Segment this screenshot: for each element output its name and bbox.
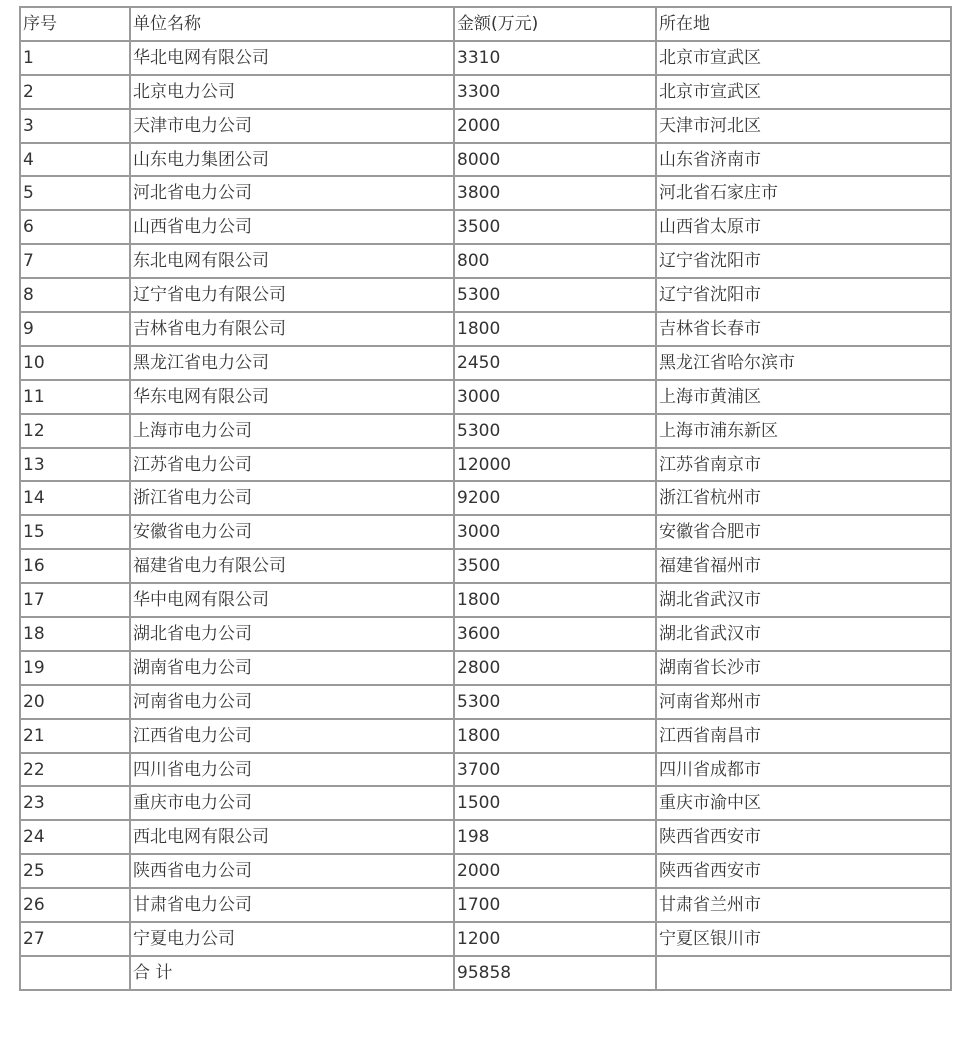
unit-name-cell: 华北电网有限公司 bbox=[130, 41, 454, 75]
index-cell: 16 bbox=[20, 549, 130, 583]
table-row bbox=[20, 481, 951, 515]
unit-name-cell: 西北电网有限公司 bbox=[130, 820, 454, 854]
amount-cell: 95858 bbox=[454, 956, 656, 990]
location-cell: 湖北省武汉市 bbox=[656, 617, 951, 651]
amount-cell: 1800 bbox=[454, 719, 656, 753]
unit-name-cell: 天津市电力公司 bbox=[130, 109, 454, 143]
unit-name-cell: 河北省电力公司 bbox=[130, 176, 454, 210]
location-cell: 天津市河北区 bbox=[656, 109, 951, 143]
table-row bbox=[20, 719, 951, 753]
location-cell: 宁夏区银川市 bbox=[656, 922, 951, 956]
index-cell: 9 bbox=[20, 312, 130, 346]
location-cell: 湖北省武汉市 bbox=[656, 583, 951, 617]
table-row bbox=[20, 448, 951, 482]
location-cell: 陕西省西安市 bbox=[656, 854, 951, 888]
index-cell: 8 bbox=[20, 278, 130, 312]
amount-cell: 1800 bbox=[454, 312, 656, 346]
location-cell: 山东省济南市 bbox=[656, 143, 951, 177]
table-row bbox=[20, 888, 951, 922]
table-row bbox=[20, 41, 951, 75]
table-row bbox=[20, 786, 951, 820]
unit-name-cell: 重庆市电力公司 bbox=[130, 786, 454, 820]
amount-cell: 3000 bbox=[454, 380, 656, 414]
location-cell: 福建省福州市 bbox=[656, 549, 951, 583]
table-row bbox=[20, 651, 951, 685]
location-cell: 山西省太原市 bbox=[656, 210, 951, 244]
amount-cell: 5300 bbox=[454, 278, 656, 312]
location-cell: 黑龙江省哈尔滨市 bbox=[656, 346, 951, 380]
table-row bbox=[20, 583, 951, 617]
index-cell: 序号 bbox=[20, 7, 130, 41]
index-cell: 12 bbox=[20, 414, 130, 448]
amount-cell: 2450 bbox=[454, 346, 656, 380]
table-row bbox=[20, 176, 951, 210]
index-cell: 18 bbox=[20, 617, 130, 651]
amount-cell: 3310 bbox=[454, 41, 656, 75]
location-cell: 辽宁省沈阳市 bbox=[656, 278, 951, 312]
table-row bbox=[20, 685, 951, 719]
table-total-row bbox=[20, 956, 951, 990]
unit-name-cell: 上海市电力公司 bbox=[130, 414, 454, 448]
table-row bbox=[20, 515, 951, 549]
location-cell: 江西省南昌市 bbox=[656, 719, 951, 753]
amount-cell: 198 bbox=[454, 820, 656, 854]
table-row bbox=[20, 109, 951, 143]
table-row bbox=[20, 210, 951, 244]
table-row bbox=[20, 312, 951, 346]
amount-cell: 5300 bbox=[454, 685, 656, 719]
index-cell: 20 bbox=[20, 685, 130, 719]
index-cell: 6 bbox=[20, 210, 130, 244]
amount-cell: 3300 bbox=[454, 75, 656, 109]
unit-name-cell: 宁夏电力公司 bbox=[130, 922, 454, 956]
unit-name-cell: 山西省电力公司 bbox=[130, 210, 454, 244]
amount-cell: 800 bbox=[454, 244, 656, 278]
unit-name-cell: 四川省电力公司 bbox=[130, 753, 454, 787]
index-cell: 13 bbox=[20, 448, 130, 482]
index-cell: 27 bbox=[20, 922, 130, 956]
amount-cell: 5300 bbox=[454, 414, 656, 448]
index-cell: 22 bbox=[20, 753, 130, 787]
table-row bbox=[20, 820, 951, 854]
index-cell: 5 bbox=[20, 176, 130, 210]
location-cell: 湖南省长沙市 bbox=[656, 651, 951, 685]
amount-cell: 金额(万元) bbox=[454, 7, 656, 41]
unit-name-cell: 江苏省电力公司 bbox=[130, 448, 454, 482]
unit-name-cell: 山东电力集团公司 bbox=[130, 143, 454, 177]
location-cell: 北京市宣武区 bbox=[656, 41, 951, 75]
unit-name-cell: 湖南省电力公司 bbox=[130, 651, 454, 685]
table-row bbox=[20, 549, 951, 583]
unit-name-cell: 东北电网有限公司 bbox=[130, 244, 454, 278]
location-cell: 陕西省西安市 bbox=[656, 820, 951, 854]
amount-cell: 12000 bbox=[454, 448, 656, 482]
location-cell: 所在地 bbox=[656, 7, 951, 41]
index-cell: 14 bbox=[20, 481, 130, 515]
amount-cell: 8000 bbox=[454, 143, 656, 177]
location-cell: 辽宁省沈阳市 bbox=[656, 244, 951, 278]
location-cell: 四川省成都市 bbox=[656, 753, 951, 787]
index-cell: 24 bbox=[20, 820, 130, 854]
index-cell: 25 bbox=[20, 854, 130, 888]
unit-name-cell: 湖北省电力公司 bbox=[130, 617, 454, 651]
index-cell: 1 bbox=[20, 41, 130, 75]
location-cell: 北京市宣武区 bbox=[656, 75, 951, 109]
amount-cell: 9200 bbox=[454, 481, 656, 515]
index-cell: 7 bbox=[20, 244, 130, 278]
amount-cell: 3600 bbox=[454, 617, 656, 651]
index-cell: 2 bbox=[20, 75, 130, 109]
location-cell: 上海市黄浦区 bbox=[656, 380, 951, 414]
table-row bbox=[20, 922, 951, 956]
index-cell: 17 bbox=[20, 583, 130, 617]
amount-cell: 1700 bbox=[454, 888, 656, 922]
index-cell: 10 bbox=[20, 346, 130, 380]
index-cell bbox=[20, 956, 130, 990]
location-cell: 甘肃省兰州市 bbox=[656, 888, 951, 922]
amount-cell: 3500 bbox=[454, 210, 656, 244]
location-cell: 河北省石家庄市 bbox=[656, 176, 951, 210]
amount-cell: 3000 bbox=[454, 515, 656, 549]
unit-name-cell: 福建省电力有限公司 bbox=[130, 549, 454, 583]
location-cell: 安徽省合肥市 bbox=[656, 515, 951, 549]
unit-name-cell: 华中电网有限公司 bbox=[130, 583, 454, 617]
location-cell bbox=[656, 956, 951, 990]
unit-name-cell: 辽宁省电力有限公司 bbox=[130, 278, 454, 312]
table-header-row bbox=[20, 7, 951, 41]
unit-name-cell: 华东电网有限公司 bbox=[130, 380, 454, 414]
unit-name-cell: 黑龙江省电力公司 bbox=[130, 346, 454, 380]
index-cell: 21 bbox=[20, 719, 130, 753]
unit-name-cell: 单位名称 bbox=[130, 7, 454, 41]
funding-table bbox=[19, 6, 952, 991]
index-cell: 15 bbox=[20, 515, 130, 549]
unit-name-cell: 江西省电力公司 bbox=[130, 719, 454, 753]
amount-cell: 2000 bbox=[454, 109, 656, 143]
location-cell: 吉林省长春市 bbox=[656, 312, 951, 346]
location-cell: 江苏省南京市 bbox=[656, 448, 951, 482]
table-body bbox=[20, 7, 951, 990]
index-cell: 19 bbox=[20, 651, 130, 685]
amount-cell: 2000 bbox=[454, 854, 656, 888]
index-cell: 26 bbox=[20, 888, 130, 922]
table-row bbox=[20, 380, 951, 414]
location-cell: 上海市浦东新区 bbox=[656, 414, 951, 448]
table-row bbox=[20, 414, 951, 448]
unit-name-cell: 吉林省电力有限公司 bbox=[130, 312, 454, 346]
amount-cell: 1200 bbox=[454, 922, 656, 956]
unit-name-cell: 北京电力公司 bbox=[130, 75, 454, 109]
index-cell: 23 bbox=[20, 786, 130, 820]
index-cell: 11 bbox=[20, 380, 130, 414]
amount-cell: 2800 bbox=[454, 651, 656, 685]
location-cell: 重庆市渝中区 bbox=[656, 786, 951, 820]
amount-cell: 3800 bbox=[454, 176, 656, 210]
table-row bbox=[20, 854, 951, 888]
amount-cell: 1500 bbox=[454, 786, 656, 820]
unit-name-cell: 河南省电力公司 bbox=[130, 685, 454, 719]
location-cell: 河南省郑州市 bbox=[656, 685, 951, 719]
index-cell: 3 bbox=[20, 109, 130, 143]
location-cell: 浙江省杭州市 bbox=[656, 481, 951, 515]
unit-name-cell: 安徽省电力公司 bbox=[130, 515, 454, 549]
table-row bbox=[20, 753, 951, 787]
amount-cell: 3700 bbox=[454, 753, 656, 787]
unit-name-cell: 陕西省电力公司 bbox=[130, 854, 454, 888]
table-row bbox=[20, 617, 951, 651]
table-row bbox=[20, 346, 951, 380]
table-row bbox=[20, 244, 951, 278]
table-row bbox=[20, 278, 951, 312]
unit-name-cell: 甘肃省电力公司 bbox=[130, 888, 454, 922]
amount-cell: 1800 bbox=[454, 583, 656, 617]
amount-cell: 3500 bbox=[454, 549, 656, 583]
unit-name-cell: 浙江省电力公司 bbox=[130, 481, 454, 515]
table-row bbox=[20, 143, 951, 177]
index-cell: 4 bbox=[20, 143, 130, 177]
table-row bbox=[20, 75, 951, 109]
unit-name-cell: 合 计 bbox=[130, 956, 454, 990]
